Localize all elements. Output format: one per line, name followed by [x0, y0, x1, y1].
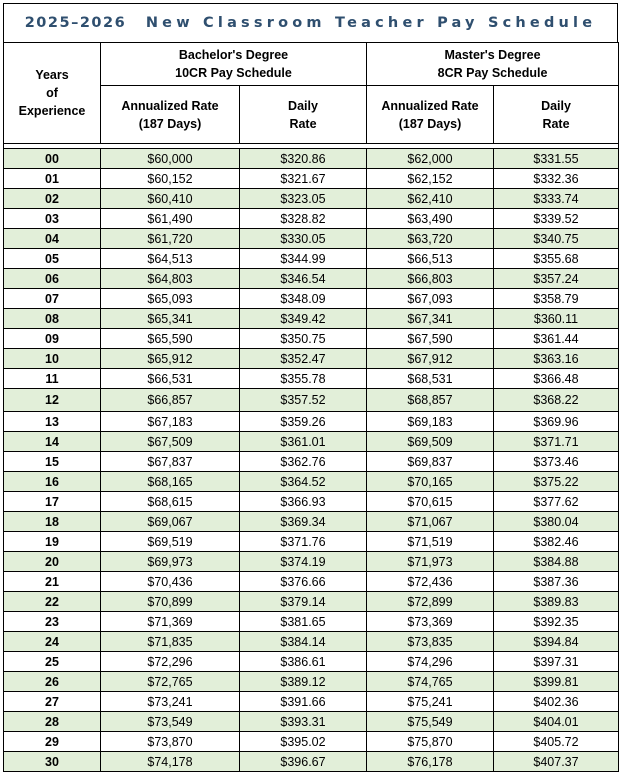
bachelors-annual-cell: $70,436	[101, 572, 240, 592]
table-row	[4, 412, 619, 432]
masters-daily-cell: $387.36	[494, 572, 619, 592]
bachelors-annual-cell: $65,093	[101, 289, 240, 309]
masters-annual-cell: $67,912	[367, 349, 494, 369]
masters-daily-cell: $382.46	[494, 532, 619, 552]
table-row	[4, 149, 619, 169]
bachelors-annual-cell: $60,000	[101, 149, 240, 169]
masters-annual-cell: $62,410	[367, 189, 494, 209]
bachelors-daily-cell: $323.05	[240, 189, 367, 209]
table-row	[4, 329, 619, 349]
bachelors-daily-cell: $330.05	[240, 229, 367, 249]
bachelors-daily-cell: $381.65	[240, 612, 367, 632]
bachelors-annual-cell: $71,835	[101, 632, 240, 652]
table-row	[4, 692, 619, 712]
masters-annual-cell: $71,067	[367, 512, 494, 532]
bachelors-daily-cell: $355.78	[240, 369, 367, 389]
masters-annual-cell: $67,341	[367, 309, 494, 329]
masters-annual-cell: $69,509	[367, 432, 494, 452]
bachelors-daily-cell: $379.14	[240, 592, 367, 612]
masters-annual-cell: $69,183	[367, 412, 494, 432]
years-cell: 18	[4, 512, 101, 532]
years-cell: 16	[4, 472, 101, 492]
bachelors-annual-cell: $67,183	[101, 412, 240, 432]
years-cell: 20	[4, 552, 101, 572]
masters-annual-cell: $72,436	[367, 572, 494, 592]
masters-daily-cell: $339.52	[494, 209, 619, 229]
document-title	[3, 3, 618, 42]
years-cell: 23	[4, 612, 101, 632]
table-row	[4, 452, 619, 472]
masters-daily-cell: $331.55	[494, 149, 619, 169]
table-row	[4, 349, 619, 369]
bachelors-daily-cell: $376.66	[240, 572, 367, 592]
masters-annual-cell: $68,857	[367, 389, 494, 412]
years-cell: 08	[4, 309, 101, 329]
bachelors-annual-cell: $73,549	[101, 712, 240, 732]
bachelors-header: Bachelor's Degree 10CR Pay Schedule	[101, 43, 367, 86]
masters-annual-cell: $72,899	[367, 592, 494, 612]
masters-daily-cell: $404.01	[494, 712, 619, 732]
masters-annual-cell: $62,152	[367, 169, 494, 189]
table-row	[4, 512, 619, 532]
years-cell: 22	[4, 592, 101, 612]
masters-daily-cell: $392.35	[494, 612, 619, 632]
masters-daily-cell: $357.24	[494, 269, 619, 289]
years-cell: 30	[4, 752, 101, 772]
bachelors-daily-cell: $374.19	[240, 552, 367, 572]
table-row	[4, 492, 619, 512]
years-cell: 12	[4, 389, 101, 412]
masters-annual-cell: $74,296	[367, 652, 494, 672]
table-row	[4, 572, 619, 592]
pay-rows	[4, 149, 619, 772]
bachelors-annual-cell: $72,765	[101, 672, 240, 692]
masters-daily-cell: $366.48	[494, 369, 619, 389]
masters-daily-cell: $397.31	[494, 652, 619, 672]
masters-annual-cell: $75,870	[367, 732, 494, 752]
masters-daily-cell: $389.83	[494, 592, 619, 612]
years-cell: 05	[4, 249, 101, 269]
masters-daily-cell: $369.96	[494, 412, 619, 432]
years-cell: 24	[4, 632, 101, 652]
years-cell: 14	[4, 432, 101, 452]
masters-annual-cell: $67,093	[367, 289, 494, 309]
bachelors-annual-cell: $66,857	[101, 389, 240, 412]
years-cell: 10	[4, 349, 101, 369]
bachelors-annual-cell: $67,837	[101, 452, 240, 472]
masters-annual-cell: $70,165	[367, 472, 494, 492]
table-row	[4, 289, 619, 309]
bachelors-annual-cell: $60,152	[101, 169, 240, 189]
pay-schedule-table	[3, 42, 619, 772]
masters-header: Master's Degree 8CR Pay Schedule	[367, 43, 619, 86]
bachelors-annual-cell: $61,720	[101, 229, 240, 249]
table-row	[4, 432, 619, 452]
years-cell: 09	[4, 329, 101, 349]
bachelors-daily-cell: $357.52	[240, 389, 367, 412]
masters-annual-cell: $75,241	[367, 692, 494, 712]
bachelors-daily-cell: $396.67	[240, 752, 367, 772]
masters-annual-cell: $73,835	[367, 632, 494, 652]
table-row	[4, 632, 619, 652]
bachelors-annual-cell: $68,165	[101, 472, 240, 492]
masters-daily-cell: $405.72	[494, 732, 619, 752]
bachelors-annual-cell: $64,513	[101, 249, 240, 269]
bachelors-daily-cell: $362.76	[240, 452, 367, 472]
bachelors-daily-cell: $371.76	[240, 532, 367, 552]
masters-daily-cell: $340.75	[494, 229, 619, 249]
bachelors-annual-header: Annualized Rate (187 Days)	[101, 86, 240, 144]
bachelors-daily-cell: $359.26	[240, 412, 367, 432]
bachelors-daily-cell: $384.14	[240, 632, 367, 652]
bachelors-daily-cell: $328.82	[240, 209, 367, 229]
masters-annual-cell: $76,178	[367, 752, 494, 772]
masters-daily-cell: $394.84	[494, 632, 619, 652]
years-cell: 19	[4, 532, 101, 552]
masters-daily-cell: $360.11	[494, 309, 619, 329]
bachelors-annual-cell: $74,178	[101, 752, 240, 772]
years-cell: 29	[4, 732, 101, 752]
masters-daily-cell: $380.04	[494, 512, 619, 532]
years-cell: 03	[4, 209, 101, 229]
bachelors-daily-cell: $352.47	[240, 349, 367, 369]
masters-annual-cell: $63,490	[367, 209, 494, 229]
masters-annual-cell: $66,803	[367, 269, 494, 289]
pay-schedule-document	[3, 3, 618, 772]
masters-annual-cell: $69,837	[367, 452, 494, 472]
bachelors-annual-cell: $69,067	[101, 512, 240, 532]
masters-daily-cell: $373.46	[494, 452, 619, 472]
bachelors-daily-cell: $349.42	[240, 309, 367, 329]
bachelors-daily-cell: $364.52	[240, 472, 367, 492]
bachelors-daily-cell: $393.31	[240, 712, 367, 732]
masters-daily-cell: $375.22	[494, 472, 619, 492]
masters-daily-cell: $333.74	[494, 189, 619, 209]
title-year: 2025–2026	[24, 15, 127, 31]
masters-annual-cell: $71,519	[367, 532, 494, 552]
table-row	[4, 592, 619, 612]
bachelors-daily-cell: $350.75	[240, 329, 367, 349]
table-row	[4, 472, 619, 492]
masters-daily-cell: $399.81	[494, 672, 619, 692]
masters-annual-cell: $66,513	[367, 249, 494, 269]
years-cell: 28	[4, 712, 101, 732]
years-cell: 13	[4, 412, 101, 432]
table-row	[4, 389, 619, 412]
table-row	[4, 532, 619, 552]
table-row	[4, 209, 619, 229]
bachelors-daily-cell: $369.34	[240, 512, 367, 532]
years-cell: 07	[4, 289, 101, 309]
table-row	[4, 712, 619, 732]
masters-daily-cell: $384.88	[494, 552, 619, 572]
years-experience-header: Years of Experience	[4, 43, 101, 144]
masters-daily-cell: $355.68	[494, 249, 619, 269]
table-row	[4, 249, 619, 269]
table-row	[4, 369, 619, 389]
bachelors-annual-cell: $60,410	[101, 189, 240, 209]
masters-annual-cell: $71,973	[367, 552, 494, 572]
table-row	[4, 652, 619, 672]
years-cell: 02	[4, 189, 101, 209]
bachelors-annual-cell: $68,615	[101, 492, 240, 512]
bachelors-annual-cell: $73,870	[101, 732, 240, 752]
years-cell: 15	[4, 452, 101, 472]
years-cell: 27	[4, 692, 101, 712]
masters-annual-cell: $63,720	[367, 229, 494, 249]
bachelors-daily-cell: $321.67	[240, 169, 367, 189]
table-row	[4, 612, 619, 632]
bachelors-daily-cell: $361.01	[240, 432, 367, 452]
masters-annual-cell: $70,615	[367, 492, 494, 512]
bachelors-daily-cell: $391.66	[240, 692, 367, 712]
masters-annual-cell: $62,000	[367, 149, 494, 169]
masters-daily-cell: $407.37	[494, 752, 619, 772]
years-cell: 00	[4, 149, 101, 169]
masters-annual-cell: $73,369	[367, 612, 494, 632]
bachelors-annual-cell: $61,490	[101, 209, 240, 229]
masters-daily-cell: $358.79	[494, 289, 619, 309]
bachelors-daily-cell: $389.12	[240, 672, 367, 692]
bachelors-annual-cell: $72,296	[101, 652, 240, 672]
bachelors-daily-cell: $395.02	[240, 732, 367, 752]
table-row	[4, 552, 619, 572]
bachelors-annual-cell: $69,973	[101, 552, 240, 572]
bachelors-annual-cell: $71,369	[101, 612, 240, 632]
masters-daily-cell: $371.71	[494, 432, 619, 452]
years-cell: 26	[4, 672, 101, 692]
bachelors-annual-cell: $65,590	[101, 329, 240, 349]
bachelors-annual-cell: $70,899	[101, 592, 240, 612]
table-row	[4, 169, 619, 189]
table-row	[4, 269, 619, 289]
years-cell: 04	[4, 229, 101, 249]
years-cell: 06	[4, 269, 101, 289]
masters-daily-cell: $402.36	[494, 692, 619, 712]
bachelors-annual-cell: $73,241	[101, 692, 240, 712]
masters-annual-cell: $68,531	[367, 369, 494, 389]
bachelors-annual-cell: $69,519	[101, 532, 240, 552]
bachelors-daily-cell: $346.54	[240, 269, 367, 289]
table-row	[4, 732, 619, 752]
years-cell: 11	[4, 369, 101, 389]
table-row	[4, 672, 619, 692]
bachelors-daily-cell: $386.61	[240, 652, 367, 672]
masters-daily-cell: $377.62	[494, 492, 619, 512]
years-cell: 21	[4, 572, 101, 592]
masters-annual-cell: $75,549	[367, 712, 494, 732]
masters-annual-cell: $67,590	[367, 329, 494, 349]
bachelors-daily-cell: $348.09	[240, 289, 367, 309]
masters-daily-cell: $332.36	[494, 169, 619, 189]
table-row	[4, 229, 619, 249]
years-cell: 01	[4, 169, 101, 189]
years-cell: 25	[4, 652, 101, 672]
bachelors-daily-cell: $344.99	[240, 249, 367, 269]
table-row	[4, 189, 619, 209]
masters-annual-header: Annualized Rate (187 Days)	[367, 86, 494, 144]
title-text: New Classroom Teacher Pay Schedule	[145, 15, 597, 31]
bachelors-daily-cell: $366.93	[240, 492, 367, 512]
masters-daily-cell: $363.16	[494, 349, 619, 369]
bachelors-annual-cell: $67,509	[101, 432, 240, 452]
table-row	[4, 309, 619, 329]
masters-daily-cell: $361.44	[494, 329, 619, 349]
bachelors-daily-cell: $320.86	[240, 149, 367, 169]
bachelors-annual-cell: $65,912	[101, 349, 240, 369]
masters-annual-cell: $74,765	[367, 672, 494, 692]
masters-daily-cell: $368.22	[494, 389, 619, 412]
years-cell: 17	[4, 492, 101, 512]
bachelors-annual-cell: $66,531	[101, 369, 240, 389]
bachelors-annual-cell: $65,341	[101, 309, 240, 329]
bachelors-annual-cell: $64,803	[101, 269, 240, 289]
masters-daily-header: Daily Rate	[494, 86, 619, 144]
bachelors-daily-header: Daily Rate	[240, 86, 367, 144]
